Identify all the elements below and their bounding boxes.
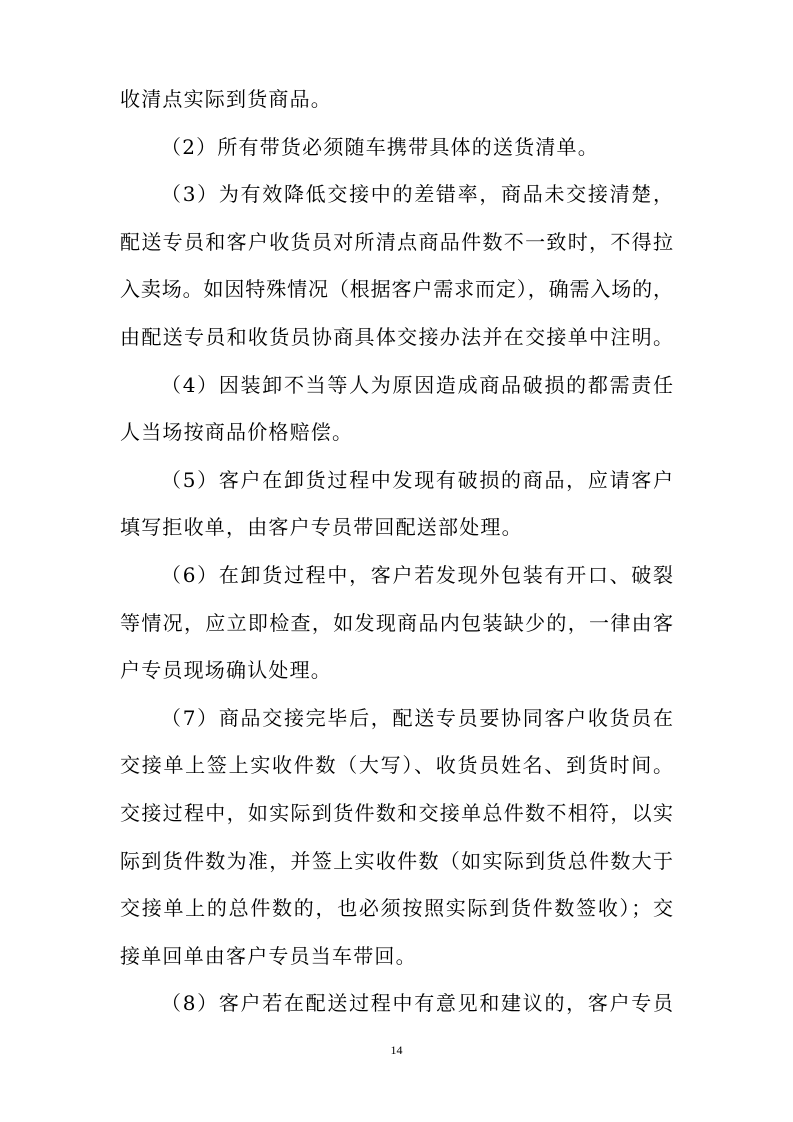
text-line: 入卖场。如因特殊情况（根据客户需求而定），确需入场的， — [120, 277, 673, 302]
text-line: （2）所有带货必须随车携带具体的送货清单。 — [161, 134, 599, 159]
text-line: 人当场按商品价格赔偿。 — [120, 420, 354, 445]
text-line: 等情况，应立即检查，如发现商品内包装缺少的，一律由客 — [120, 610, 673, 635]
text-line: 交接过程中，如实际到货件数和交接单总件数不相符，以实 — [120, 800, 673, 825]
text-line: （6）在卸货过程中，客户若发现外包装有开口、破裂 — [161, 562, 673, 587]
text-line: 由配送专员和收货员协商具体交接办法并在交接单中注明。 — [120, 324, 673, 349]
document-body — [120, 76, 673, 1028]
text-line: 交接单上的总件数的，也必须按照实际到货件数签收）；交 — [120, 896, 673, 921]
text-line: （7）商品交接完毕后，配送专员要协同客户收货员在 — [161, 705, 673, 730]
text-line: 际到货件数为准，并签上实收件数（如实际到货总件数大于 — [120, 848, 673, 873]
page-number: 14 — [390, 1043, 403, 1057]
text-line: 接单回单由客户专员当车带回。 — [120, 943, 417, 968]
text-line: 户专员现场确认处理。 — [120, 658, 332, 683]
text-line: （3）为有效降低交接中的差错率，商品未交接清楚， — [161, 182, 673, 207]
text-line: （4）因装卸不当等人为原因造成商品破损的都需责任 — [161, 372, 673, 397]
text-line: 配送专员和客户收货员对所清点商品件数不一致时，不得拉 — [120, 229, 673, 254]
text-line: 交接单上签上实收件数（大写）、收货员姓名、到货时间。 — [120, 753, 673, 778]
text-line: 收清点实际到货商品。 — [120, 87, 332, 111]
text-line: （8）客户若在配送过程中有意见和建议的，客户专员 — [161, 991, 673, 1016]
text-line: 填写拒收单，由客户专员带回配送部处理。 — [120, 515, 523, 540]
text-line: （5）客户在卸货过程中发现有破损的商品，应请客户 — [161, 467, 673, 492]
